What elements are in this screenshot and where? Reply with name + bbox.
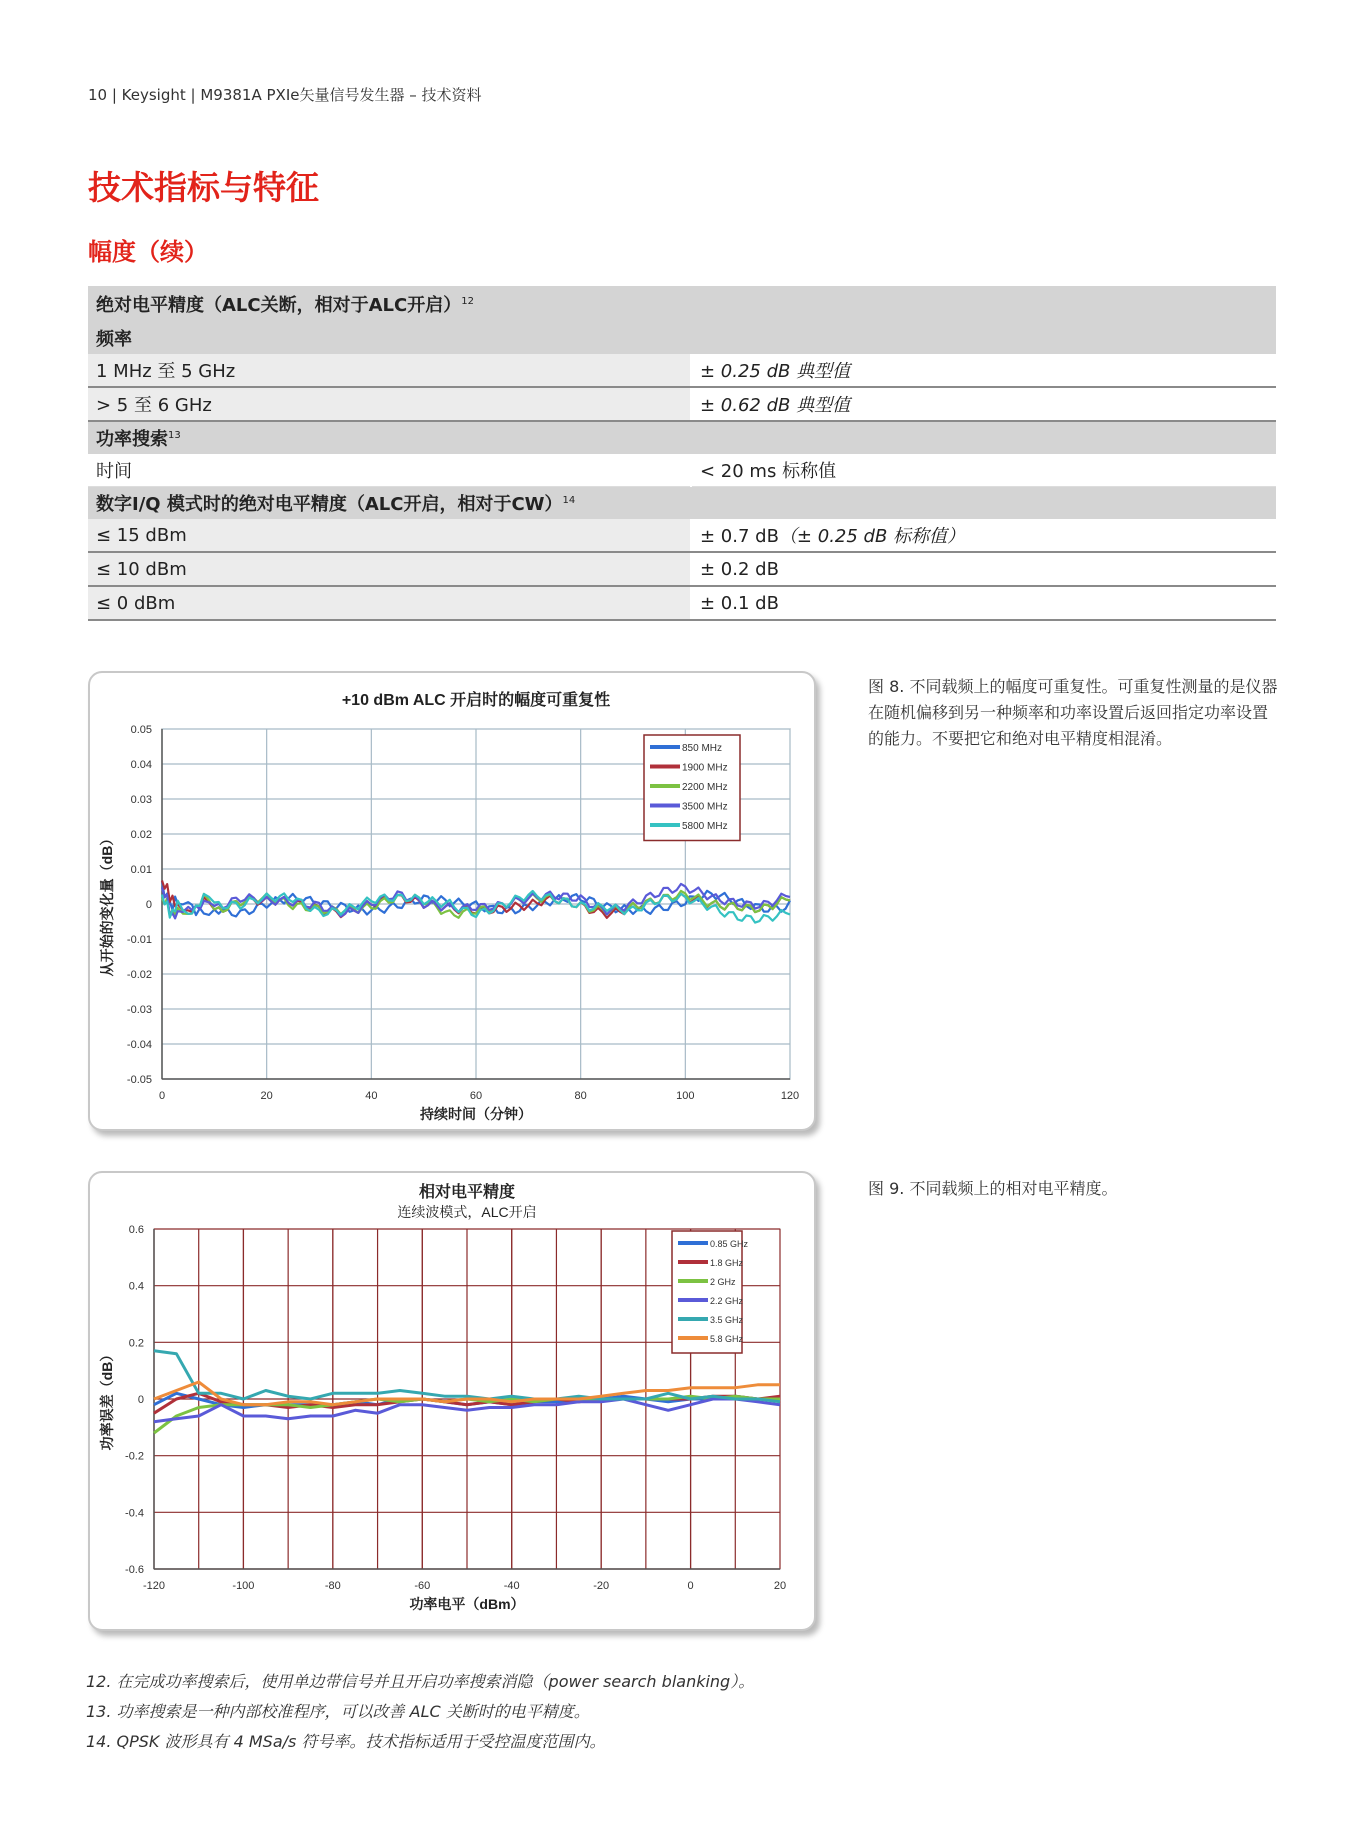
- legend-label: 0.85 GHz: [710, 1239, 749, 1249]
- section-subtitle: 幅度（续）: [88, 238, 208, 266]
- spec-table: [88, 286, 1276, 621]
- row-value-note: （± 0.25 dB 标称值）: [778, 526, 966, 547]
- row-value: ± 0.1 dB: [691, 586, 1276, 620]
- row-value: ± 0.25 dB 典型值: [691, 354, 1276, 387]
- row-value: < 20 ms 标称值: [691, 454, 1276, 487]
- x-tick-label: 120: [780, 1090, 800, 1102]
- x-axis-title: 持续时间（分钟）: [420, 1106, 532, 1122]
- legend-label: 2 GHz: [710, 1277, 736, 1287]
- page-title: 技术指标与特征: [88, 168, 319, 207]
- row-label: 1 MHz 至 5 GHz: [88, 354, 691, 387]
- row-label: > 5 至 6 GHz: [88, 387, 691, 421]
- table-row: [88, 354, 1276, 387]
- legend-label: 2.2 GHz: [710, 1296, 744, 1306]
- footnote-14: 14. QPSK 波形具有 4 MSa/s 符号率。技术指标适用于受控温度范围内。: [86, 1732, 606, 1751]
- section-title: 功率搜索: [96, 429, 168, 450]
- footnote-ref: 13: [168, 430, 181, 441]
- row-label: ≤ 15 dBm: [88, 519, 691, 552]
- footnote-ref: 14: [562, 495, 576, 506]
- y-tick-label: 0: [137, 1394, 144, 1406]
- y-axis-title: 功率误差（dB）: [99, 1347, 115, 1451]
- row-label: ≤ 0 dBm: [88, 586, 691, 620]
- y-tick-label: 0.02: [130, 829, 152, 841]
- chart-title: +10 dBm ALC 开启时的幅度可重复性: [341, 692, 611, 709]
- x-tick-label: 0: [687, 1580, 694, 1592]
- x-tick-label: -40: [503, 1580, 520, 1592]
- row-value: ± 0.62 dB 典型值: [691, 387, 1276, 421]
- y-tick-label: -0.01: [126, 934, 152, 946]
- x-tick-label: -120: [142, 1580, 166, 1592]
- section-title: 绝对电平精度（ALC关断，相对于ALC开启）: [96, 295, 462, 316]
- y-tick-label: 0.6: [128, 1224, 144, 1236]
- page-header: 10 | Keysight | M9381A PXIe矢量信号发生器 – 技术资料: [88, 86, 482, 104]
- table-section-header: [88, 487, 1276, 520]
- y-tick-label: -0.04: [126, 1039, 152, 1051]
- y-tick-label: 0: [145, 899, 152, 911]
- row-label: ≤ 10 dBm: [88, 552, 691, 586]
- row-value: ± 0.2 dB: [691, 552, 1276, 586]
- y-tick-label: 0.01: [130, 864, 152, 876]
- legend-label: 1900 MHz: [682, 762, 728, 774]
- x-tick-label: 80: [574, 1090, 587, 1102]
- x-tick-label: 20: [260, 1090, 273, 1102]
- x-tick-label: -20: [593, 1580, 610, 1592]
- y-tick-label: 0.03: [130, 794, 152, 806]
- x-tick-label: -80: [324, 1580, 341, 1592]
- y-tick-label: -0.02: [126, 969, 152, 981]
- figure-8-caption: 图 8. 不同载频上的幅度可重复性。可重复性测量的是仪器在随机偏移到另一种频率和功率设置后返回指定功率设置的能力。不要把它和绝对电平精度相混淆。: [868, 677, 1278, 748]
- figure-9-caption: 图 9. 不同载频上的相对电平精度。: [868, 1179, 1118, 1198]
- chart-repeatability: [88, 671, 816, 1131]
- table-section-header: [88, 286, 1276, 322]
- y-tick-label: 0.4: [128, 1280, 144, 1293]
- row-value: ± 0.7 dB: [700, 526, 779, 547]
- legend-label: 3500 MHz: [682, 801, 728, 813]
- y-tick-label: 0.04: [130, 759, 152, 771]
- x-tick-label: 0: [158, 1090, 166, 1102]
- legend-label: 850 MHz: [682, 743, 723, 754]
- legend-label: 2200 MHz: [682, 782, 728, 793]
- table-subheader: [88, 322, 1276, 354]
- footnote-13: 13. 功率搜索是一种内部校准程序，可以改善 ALC 关断时的电平精度。: [86, 1702, 590, 1721]
- chart-title: 相对电平精度: [418, 1184, 516, 1201]
- legend-label: 3.5 GHz: [710, 1315, 744, 1325]
- x-tick-label: 60: [469, 1090, 483, 1102]
- chart-subtitle: 连续波模式，ALC开启: [397, 1204, 537, 1220]
- table-row: [88, 552, 1276, 586]
- chart-svg: [90, 1173, 814, 1629]
- legend-label: 5800 MHz: [682, 821, 728, 832]
- section-title: 数字I/Q 模式时的绝对电平精度（ALC开启，相对于CW）: [96, 494, 563, 515]
- table-row: [88, 586, 1276, 620]
- row-label: 时间: [88, 454, 691, 487]
- footnote-12: 12. 在完成功率搜索后，使用单边带信号并且开启功率搜索消隐（power search blanking）。: [86, 1672, 755, 1691]
- table-row: [88, 387, 1276, 421]
- chart-relative-accuracy: [88, 1171, 816, 1631]
- y-tick-label: 0.2: [128, 1337, 144, 1350]
- x-tick-label: 100: [676, 1090, 695, 1102]
- legend-label: 5.8 GHz: [710, 1334, 744, 1344]
- chart-svg: [90, 673, 814, 1129]
- y-tick-label: -0.4: [125, 1507, 144, 1520]
- table-section-header: [88, 421, 1276, 454]
- x-axis-title: 功率电平（dBm）: [409, 1596, 525, 1612]
- y-tick-label: -0.6: [125, 1564, 144, 1576]
- freq-label: 频率: [88, 322, 1276, 354]
- y-tick-label: -0.2: [125, 1450, 144, 1463]
- table-row: [88, 519, 1276, 552]
- x-tick-label: -100: [232, 1580, 255, 1592]
- x-tick-label: 20: [773, 1580, 787, 1592]
- x-tick-label: 40: [365, 1090, 378, 1102]
- x-tick-label: -60: [414, 1580, 431, 1592]
- y-tick-label: 0.05: [130, 724, 152, 736]
- legend-label: 1.8 GHz: [710, 1258, 744, 1268]
- footnote-ref: 12: [461, 296, 474, 307]
- y-tick-label: -0.05: [126, 1074, 152, 1086]
- y-tick-label: -0.03: [126, 1004, 152, 1016]
- table-row: [88, 454, 1276, 487]
- y-axis-title: 从开始的变化量（dB）: [99, 831, 115, 977]
